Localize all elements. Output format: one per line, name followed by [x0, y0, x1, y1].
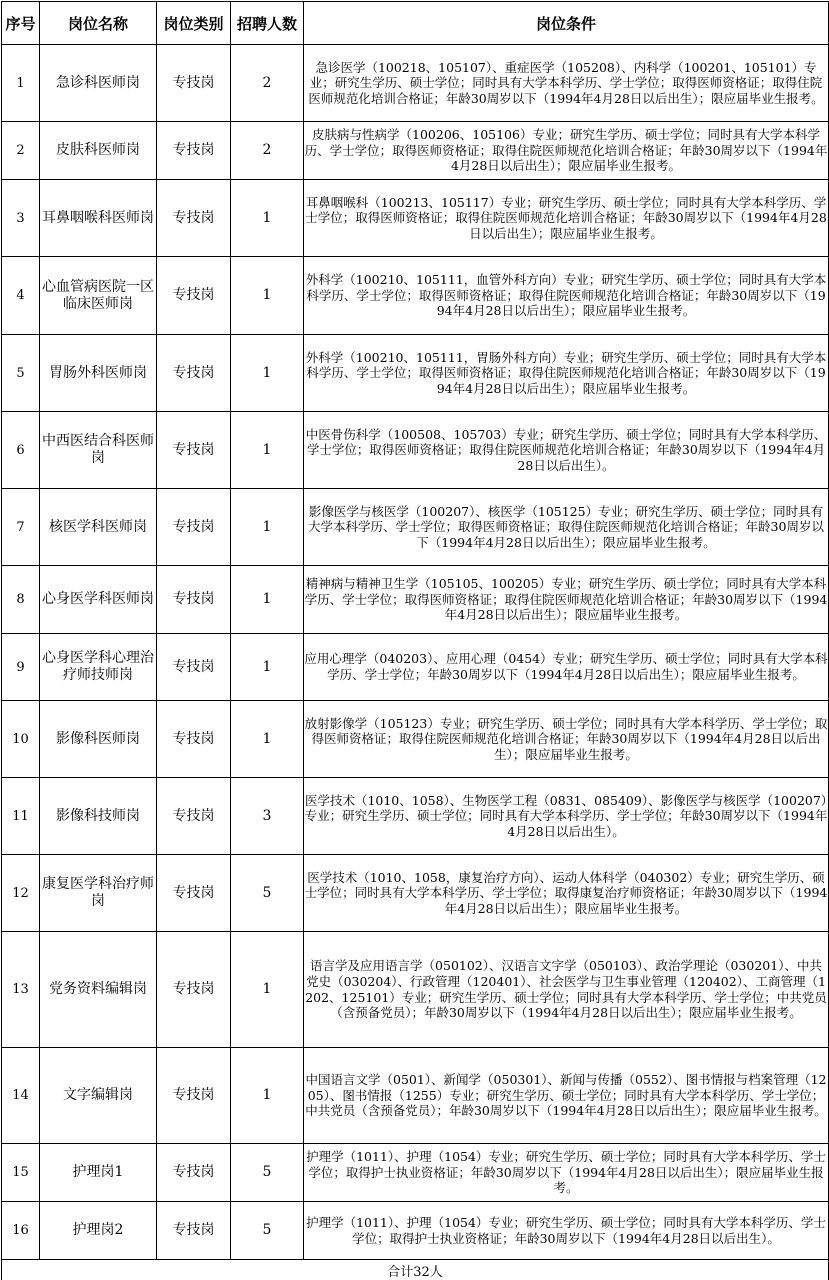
- row-number: 13: [2, 932, 40, 1048]
- hiring-count: 1: [231, 932, 304, 1048]
- position-conditions: 中医骨伤科学（100508、105703）专业；研究生学历、硕士学位；同时具有大学本科学历、学士学位；取得医师资格证；取得住院医师规范化培训合格证；年龄30周岁以下（1994年4月28日以后出生）。: [304, 412, 829, 489]
- table-row: [2, 1202, 829, 1260]
- position-conditions: 语言学及应用语言学（050102）、汉语言文字学（050103）、政治学理论（030201）、中共党史（030204）、行政管理（120401）、社会医学与卫生事业管理（120402）、工商管理（1202、125101）专业；研究生学历、硕士学位；同时具有大学本科学历、学士学位；中共党员（含预备党员）；年龄30周岁以下（1994年4月28日以后出生）；限应届毕业生报考。: [304, 932, 829, 1048]
- position-conditions: 应用心理学（040203）、应用心理（0454）专业；研究生学历、硕士学位；同时具有大学本科学历、学士学位；年龄30周岁以下（1994年4月28日以后出生）；限应届毕业生报考。: [304, 634, 829, 701]
- position-name: 影像科技师岗: [40, 778, 157, 855]
- row-number: 16: [2, 1202, 40, 1260]
- position-conditions: 急诊医学（100218、105107）、重症医学（105208）、内科学（100201、105101）专业；研究生学历、硕士学位；同时具有大学本科学历、学士学位；取得医师资格证；取得住院医师规范化培训合格证；年龄30周岁以下（1994年4月28日以后出生）；限应届毕业生报考。: [304, 45, 829, 122]
- table-body: [2, 45, 829, 1260]
- position-type: 专技岗: [157, 932, 231, 1048]
- total-row: [2, 1260, 829, 1280]
- hiring-count: 5: [231, 1202, 304, 1260]
- table-row: [2, 634, 829, 701]
- table-row: [2, 335, 829, 412]
- position-name: 党务资料编辑岗: [40, 932, 157, 1048]
- table-row: [2, 566, 829, 634]
- header-conditions: 岗位条件: [304, 2, 829, 45]
- position-type: 专技岗: [157, 634, 231, 701]
- row-number: 2: [2, 122, 40, 180]
- position-conditions: 医学技术（1010、1058，康复治疗方向）、运动人体科学（040302）专业；研究生学历、硕士学位；同时具有大学本科学历、学士学位；取得康复治疗师资格证；年龄30周岁以下（1994年4月28日以后出生）；限应届毕业生报考。: [304, 855, 829, 932]
- position-conditions: 皮肤病与性病学（100206、105106）专业；研究生学历、硕士学位；同时具有大学本科学历、学士学位；取得医师资格证；取得住院医师规范化培训合格证；年龄30周岁以下（1994年4月28日以后出生）；限应届毕业生报考。: [304, 122, 829, 180]
- hiring-count: 1: [231, 412, 304, 489]
- hiring-count: 1: [231, 566, 304, 634]
- table-row: [2, 489, 829, 566]
- position-type: 专技岗: [157, 1144, 231, 1202]
- hiring-count: 1: [231, 634, 304, 701]
- table-row: [2, 701, 829, 778]
- position-name: 影像科医师岗: [40, 701, 157, 778]
- position-type: 专技岗: [157, 489, 231, 566]
- header-no: 序号: [2, 2, 40, 45]
- row-number: 15: [2, 1144, 40, 1202]
- position-conditions: 精神病与精神卫生学（105105、100205）专业；研究生学历、硕士学位；同时具有大学本科学历、学士学位；取得医师资格证；取得住院医师规范化培训合格证；年龄30周岁以下（1994年4月28日以后出生）；限应届毕业生报考。: [304, 566, 829, 634]
- position-conditions: 放射影像学（105123）专业；研究生学历、硕士学位；同时具有大学本科学历、学士学位；取得医师资格证；取得住院医师规范化培训合格证；年龄30周岁以下（1994年4月28日以后出生）；限应届毕业生报考。: [304, 701, 829, 778]
- table-row: [2, 257, 829, 335]
- row-number: 11: [2, 778, 40, 855]
- table-row: [2, 1048, 829, 1144]
- position-name: 胃肠外科医师岗: [40, 335, 157, 412]
- table-row: [2, 855, 829, 932]
- table-row: [2, 45, 829, 122]
- header-row: [2, 2, 829, 45]
- row-number: 10: [2, 701, 40, 778]
- table-row: [2, 122, 829, 180]
- position-name: 皮肤科医师岗: [40, 122, 157, 180]
- row-number: 4: [2, 257, 40, 335]
- header-name: 岗位名称: [40, 2, 157, 45]
- row-number: 6: [2, 412, 40, 489]
- table-row: [2, 180, 829, 257]
- position-conditions: 外科学（100210、105111，血管外科方向）专业；研究生学历、硕士学位；同时具有大学本科学历、学士学位；取得医师资格证；取得住院医师规范化培训合格证；年龄30周岁以下（1994年4月28日以后出生）；限应届毕业生报考。: [304, 257, 829, 335]
- position-name: 急诊科医师岗: [40, 45, 157, 122]
- row-number: 5: [2, 335, 40, 412]
- header-type: 岗位类别: [157, 2, 231, 45]
- position-name: 心血管病医院一区临床医师岗: [40, 257, 157, 335]
- position-type: 专技岗: [157, 778, 231, 855]
- position-type: 专技岗: [157, 566, 231, 634]
- position-name: 文字编辑岗: [40, 1048, 157, 1144]
- row-number: 7: [2, 489, 40, 566]
- row-number: 3: [2, 180, 40, 257]
- position-type: 专技岗: [157, 180, 231, 257]
- table-row: [2, 778, 829, 855]
- position-name: 心身医学科医师岗: [40, 566, 157, 634]
- hiring-count: 1: [231, 180, 304, 257]
- table-row: [2, 1144, 829, 1202]
- table-row: [2, 412, 829, 489]
- hiring-count: 1: [231, 257, 304, 335]
- position-name: 核医学科医师岗: [40, 489, 157, 566]
- position-name: 康复医学科治疗师岗: [40, 855, 157, 932]
- position-conditions: 护理学（1011）、护理（1054）专业；研究生学历、硕士学位；同时具有大学本科学历、学士学位；取得护士执业资格证；年龄30周岁以下（1994年4月28日以后出生）；限应届毕业生报考。: [304, 1144, 829, 1202]
- position-type: 专技岗: [157, 412, 231, 489]
- position-name: 中西医结合科医师岗: [40, 412, 157, 489]
- hiring-count: 1: [231, 701, 304, 778]
- total-cell: 合计32人: [2, 1260, 829, 1280]
- row-number: 12: [2, 855, 40, 932]
- row-number: 1: [2, 45, 40, 122]
- row-number: 9: [2, 634, 40, 701]
- hiring-count: 2: [231, 45, 304, 122]
- hiring-count: 1: [231, 335, 304, 412]
- row-number: 14: [2, 1048, 40, 1144]
- position-conditions: 耳鼻咽喉科（100213、105117）专业；研究生学历、硕士学位；同时具有大学本科学历、学士学位；取得医师资格证；取得住院医师规范化培训合格证；年龄30周岁以下（1994年4月28日以后出生）；限应届毕业生报考。: [304, 180, 829, 257]
- position-name: 心身医学科心理治疗师技师岗: [40, 634, 157, 701]
- position-conditions: 护理学（1011）、护理（1054）专业；研究生学历、硕士学位；同时具有大学本科学历、学士学位；取得护士执业资格证；年龄30周岁以下（1994年4月28日以后出生）。: [304, 1202, 829, 1260]
- position-name: 护理岗2: [40, 1202, 157, 1260]
- position-conditions: 影像医学与核医学（100207）、核医学（105125）专业；研究生学历、硕士学位；同时具有大学本科学历、学士学位；取得医师资格证；取得住院医师规范化培训合格证；年龄30周岁以下（1994年4月28日以后出生）；限应届毕业生报考。: [304, 489, 829, 566]
- table-row: [2, 932, 829, 1048]
- hiring-count: 1: [231, 1048, 304, 1144]
- position-conditions: 中国语言文学（0501）、新闻学（050301）、新闻与传播（0552）、图书情报与档案管理（1205）、图书情报（1255）专业；研究生学历、硕士学位；同时具有大学本科学历、学士学位；中共党员（含预备党员）；年龄30周岁以下（1994年4月28日以后出生）；限应届毕业生报考。: [304, 1048, 829, 1144]
- position-conditions: 医学技术（1010、1058）、生物医学工程（0831、085409）、影像医学与核医学（100207）专业；研究生学历、硕士学位；同时具有大学本科学历、学士学位；年龄30周岁以下（1994年4月28日以后出生）。: [304, 778, 829, 855]
- hiring-count: 5: [231, 1144, 304, 1202]
- position-name: 护理岗1: [40, 1144, 157, 1202]
- position-type: 专技岗: [157, 855, 231, 932]
- position-type: 专技岗: [157, 45, 231, 122]
- hiring-count: 5: [231, 855, 304, 932]
- position-type: 专技岗: [157, 335, 231, 412]
- header-count: 招聘人数: [231, 2, 304, 45]
- position-type: 专技岗: [157, 701, 231, 778]
- row-number: 8: [2, 566, 40, 634]
- position-conditions: 外科学（100210、105111，胃肠外科方向）专业；研究生学历、硕士学位；同时具有大学本科学历、学士学位；取得医师资格证；取得住院医师规范化培训合格证；年龄30周岁以下（1994年4月28日以后出生）；限应届毕业生报考。: [304, 335, 829, 412]
- position-name: 耳鼻咽喉科医师岗: [40, 180, 157, 257]
- hiring-count: 1: [231, 489, 304, 566]
- position-type: 专技岗: [157, 1202, 231, 1260]
- recruitment-table: [1, 1, 829, 1280]
- position-type: 专技岗: [157, 1048, 231, 1144]
- hiring-count: 2: [231, 122, 304, 180]
- hiring-count: 3: [231, 778, 304, 855]
- position-type: 专技岗: [157, 257, 231, 335]
- position-type: 专技岗: [157, 122, 231, 180]
